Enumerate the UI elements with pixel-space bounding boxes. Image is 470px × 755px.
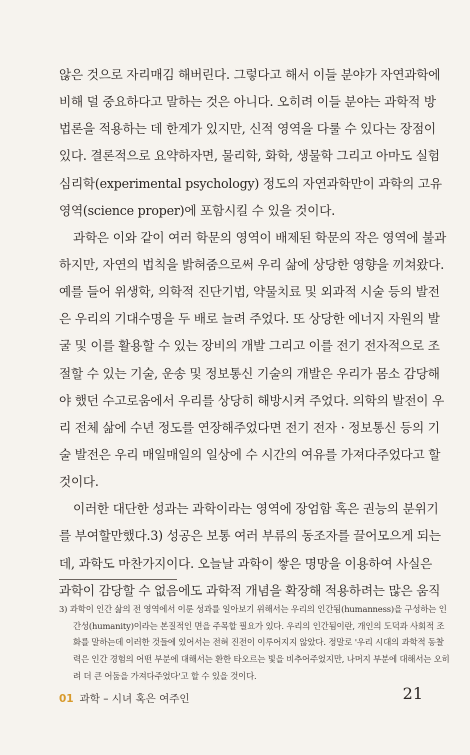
footnotes: [59, 601, 450, 684]
footnote-line: 화를 말하는데 이러한 것들에 있어서는 전혀 진전이 이루어지지 않았다. 정말로 '우리 시대의 과학적 동찰: [73, 637, 444, 648]
text-line: 은 우리의 기대수명을 두 배로 늘려 주었다. 또 상당한 에너지 자원의 발: [59, 311, 440, 327]
chapter-title: 과학 – 시녀 혹은 여주인: [79, 693, 190, 705]
footnote-line: 력은 인간 경험의 어떤 부분에 대해서는 환한 타오르는 빛을 비추어주었지만, 나머지 부분에 대해서는 오히: [73, 654, 450, 665]
text-line: 과학은 이와 같이 여러 학문의 영역이 배제된 학문의 작은 영역에 불과: [73, 229, 447, 245]
text-line: 이러한 대단한 성과는 과학이라는 영역에 장엄함 혹은 권능의 분위기: [73, 501, 439, 517]
footnote-divider: [59, 579, 177, 580]
text-line: 않은 것으로 자리매김 해버린다. 그렇다고 해서 이들 분야가 자연과학에: [59, 67, 441, 82]
text-line: 데, 과학도 마찬가지이다. 오늘날 과학이 쌓은 명망을 이용하여 사실은: [59, 555, 433, 571]
text-line: 하지만, 자연의 법칙을 밝혀줌으로써 우리 삶에 상당한 영향을 끼쳐왔다.: [59, 256, 445, 272]
text-line: 비해 덜 중요하다고 말하는 것은 아니다. 오히려 이들 분야는 과학적 방: [59, 94, 436, 110]
chapter-number: 01: [59, 693, 74, 705]
footnote-line: 간성(humanity)이라는 본질적인 면을 주목할 필요가 있다. 우리의 인간됨이란, 개인의 도덕과 사회적 조: [73, 620, 445, 631]
text-line: 술 발전은 우리 매일매일의 일상에 수 시간의 여유를 가져다주었다고 할: [59, 446, 441, 462]
body-text: [59, 61, 447, 604]
text-line: 리 전체 삶에 수년 정도를 연장해주었다면 전기 전자 · 정보통신 등의 기: [59, 419, 440, 435]
running-footer: [59, 691, 190, 706]
page-number: 21: [402, 684, 423, 703]
text-line: 야 했던 수고로움에서 우리를 상당히 해방시켜 주었다. 의학의 발전이 우: [59, 392, 445, 408]
footnote-line: 려 더 큰 어둠을 가져다주었다'고 할 수 있을 것이다.: [73, 670, 257, 681]
text-line: 있다. 결론적으로 요약하자면, 물리학, 화학, 생물학 그리고 아마도 실험: [59, 148, 440, 164]
text-line: 영역(science proper)에 포함시킬 수 있을 것이다.: [59, 202, 336, 218]
text-line: 법론을 적용하는 데 한계가 있지만, 신적 영역을 다룰 수 있다는 장점이: [59, 121, 436, 137]
text-line: 과학이 감당할 수 없음에도 과학적 개념을 확장해 적용하려는 많은 움직: [59, 582, 441, 598]
footnote-line: 3) 과학이 인간 삶의 전 영역에서 이룬 성과를 일아보기 위해서는 우리의 인간됨(humanness)을 구성하는 인: [59, 604, 447, 614]
text-line: 것이다.: [59, 474, 99, 490]
text-line: 예를 들어 위생학, 의학적 진단기법, 약물치료 및 외과적 시술 등의 발전: [59, 284, 440, 300]
text-line: 굴 및 이를 활용할 수 있는 장비의 개발 그리고 이를 전기 전자적으로 조: [59, 338, 440, 354]
text-line: 심리학(experimental psychology) 정도의 자연과학만이 과학의 고유: [59, 175, 442, 191]
text-line: 를 부여할만했다.3) 성공은 보통 여러 부류의 동조자를 끌어모으게 되는: [59, 528, 441, 544]
text-line: 절할 수 있는 기술, 운송 및 정보통신 기술의 개발은 우리가 몸소 감당해: [59, 365, 440, 381]
